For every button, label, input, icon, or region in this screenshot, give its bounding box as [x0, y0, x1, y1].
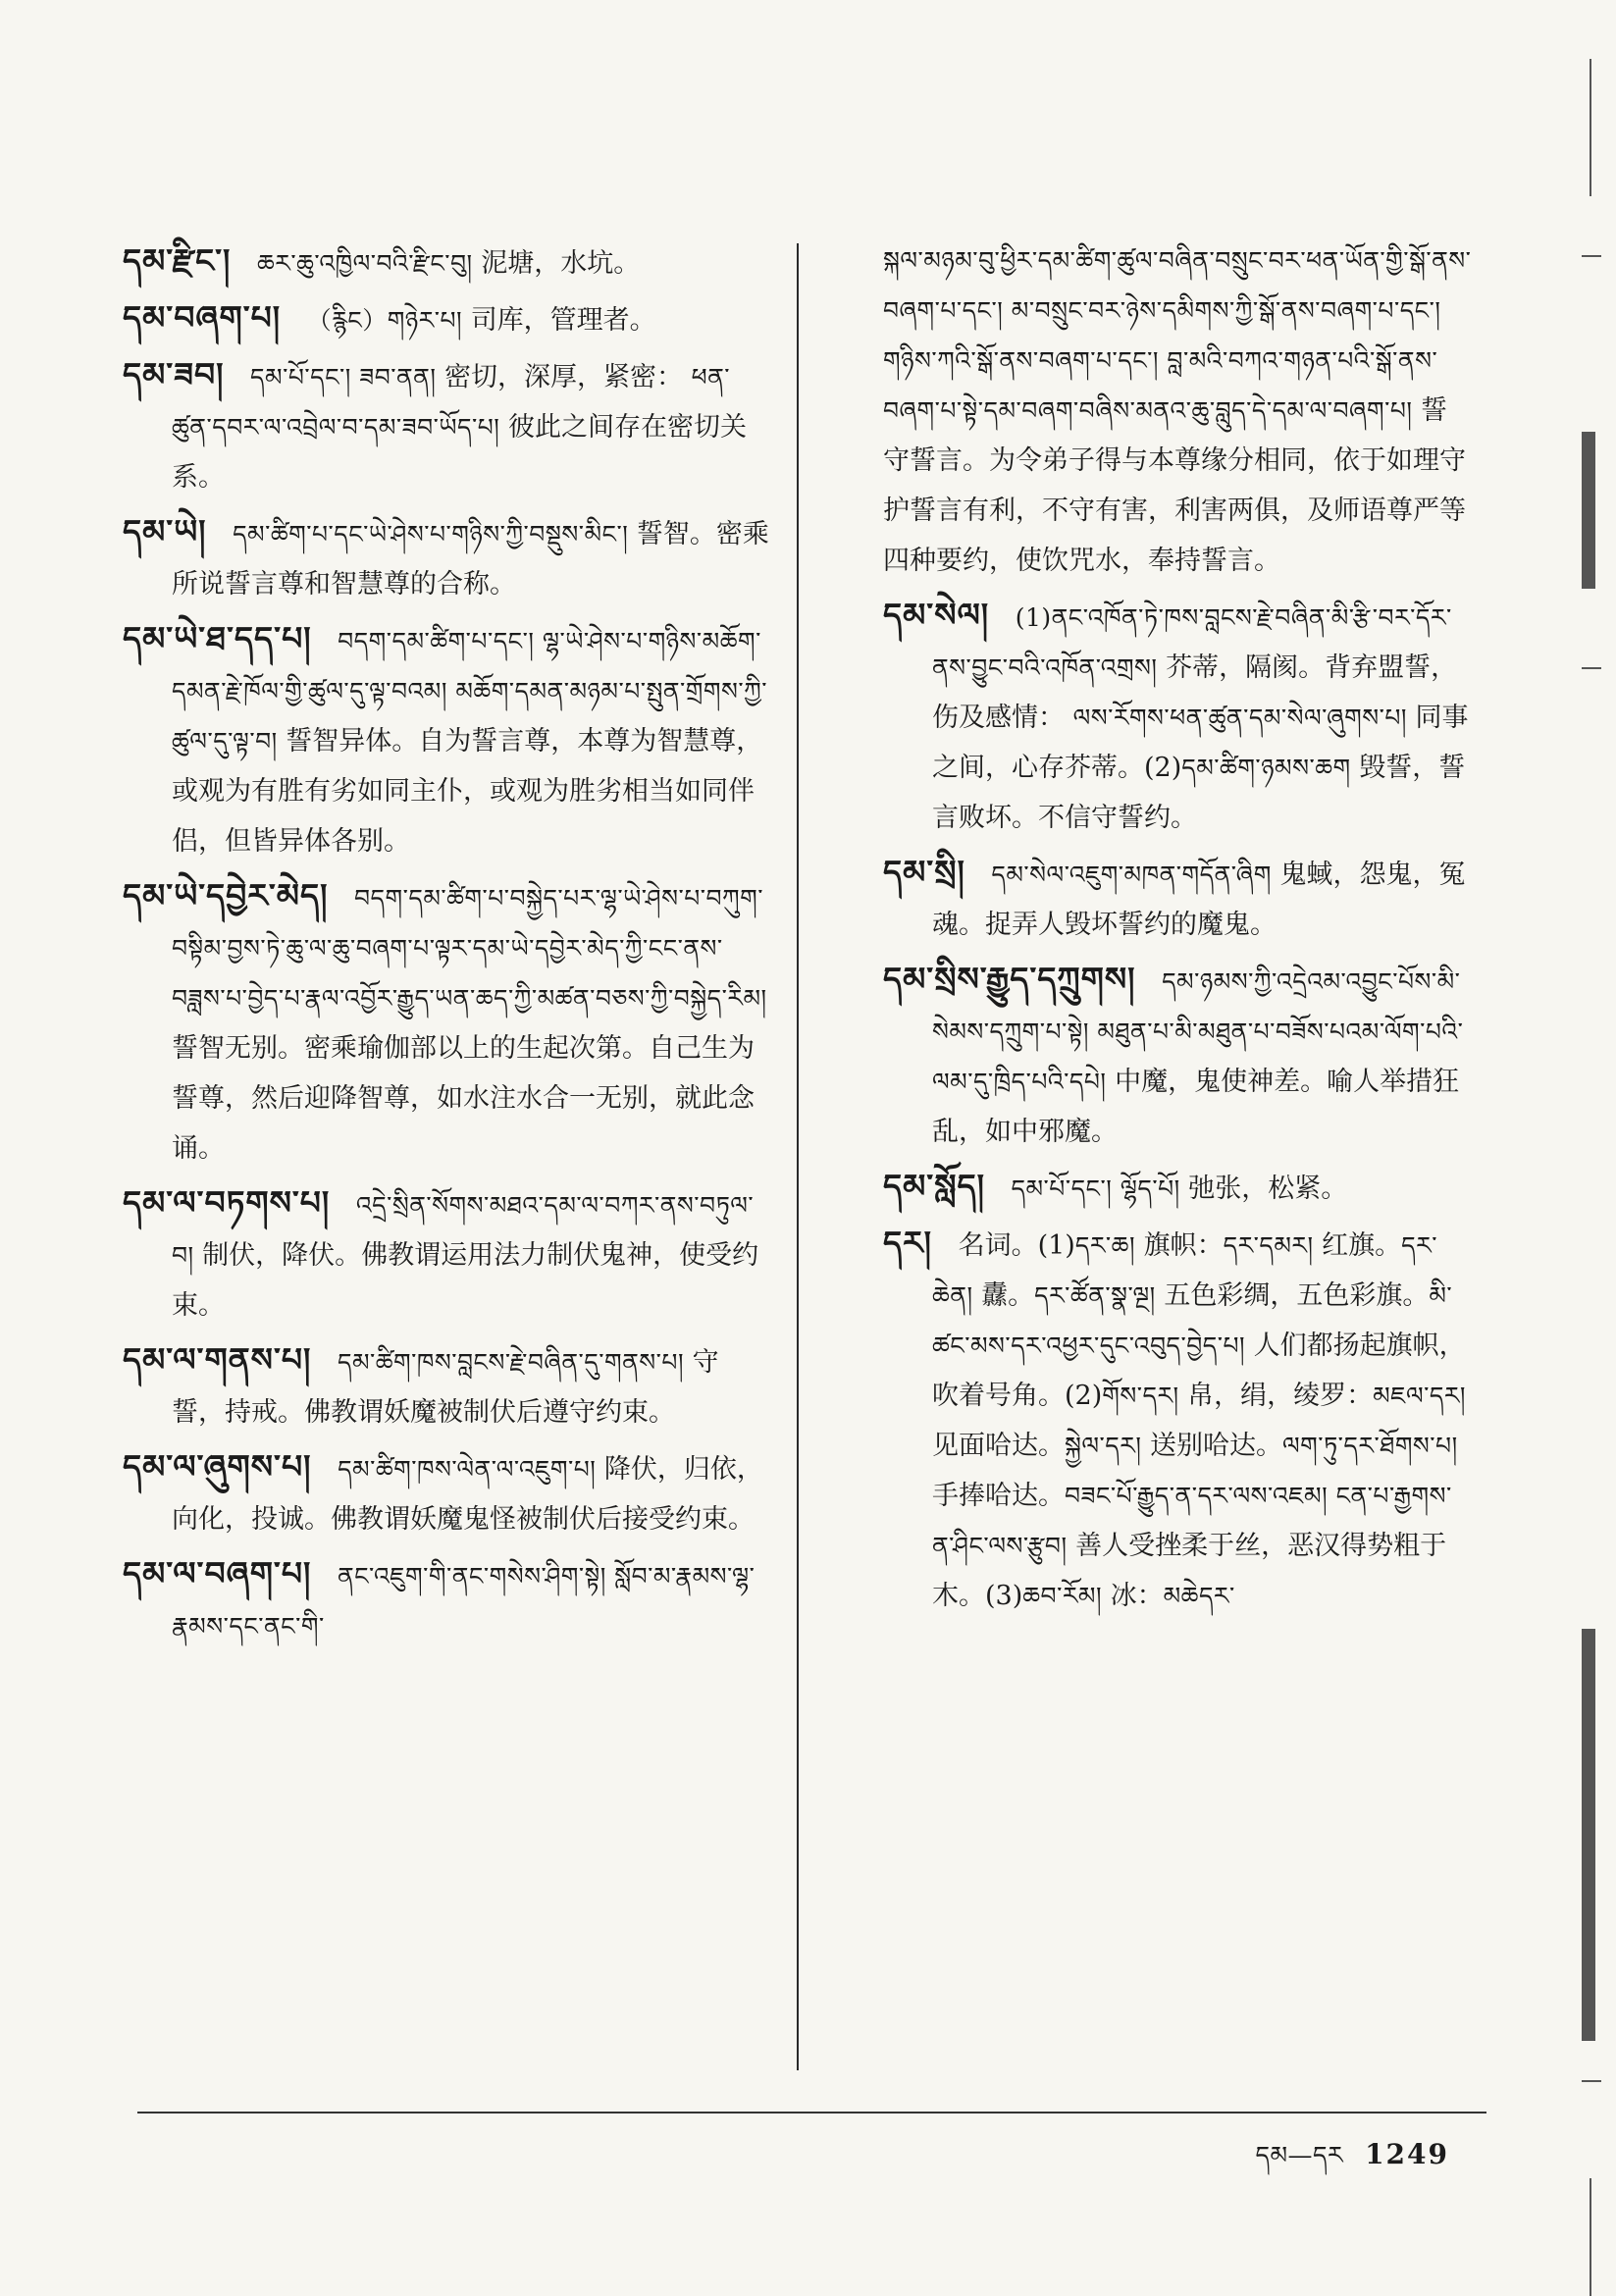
- tibetan-definition: དམ་ཚིག་ཁས་ལེན་ལ་འཇུག་པ།: [338, 1455, 597, 1484]
- tibetan-proverb: བཟང་པོ་རྒྱུད་ན་དར་ལས་འཇམ། ངན་པ་རྒྱགས་ན་ཤིང་ལས་རྩུབ།: [932, 1482, 1452, 1560]
- entry-dam-la-zhugs-pa: [123, 1441, 770, 1544]
- tibetan-definition: དམ་ཉམས་ཀྱི་འདྲེའམ་འབྱུང་པོས་མི་སེམས་དཀྲུག་པ་སྟེ། མཐུན་པ་མི་མཐུན་པ་བཟོས་པའམ་ལོག་པའི་ལམ་དུ་ཁྲིད་པའི་དཔེ།: [932, 967, 1464, 1096]
- chinese-example: 人们都扬起旗帜，吹着号角。(2): [932, 1331, 1466, 1411]
- tibetan-sense-3: ཆབ་རོམ།: [1022, 1582, 1103, 1610]
- chinese-definition: 降伏，归依，向化，投诚。佛教谓妖魔鬼怪被制伏后接受约束。: [172, 1454, 763, 1535]
- headword: དམ་རྫིང་།: [123, 241, 232, 280]
- headword: དར།: [883, 1224, 932, 1262]
- entry-dam-ye-tha-dad-pa: [123, 613, 770, 866]
- entry-dam-slod: [883, 1161, 1472, 1214]
- chinese-definition: 誓智无别。密乘瑜伽部以上的生起次第。自己生为誓尊，然后迎降智尊，如水注水合一无别，就此念诵。: [172, 1033, 755, 1164]
- entry-dar: [883, 1218, 1472, 1621]
- chinese-definition: 中魔，鬼使神差。喻人举措狂乱，如中邪魔。: [932, 1067, 1460, 1147]
- headword: དམ་སེལ།: [883, 596, 990, 634]
- chinese-definition: 弛张，松紧。: [1188, 1174, 1348, 1204]
- tibetan-example: ལས་རོགས་ཕན་ཚུན་དམ་སེལ་ཞུགས་པ།: [1072, 704, 1407, 732]
- tibetan-sense-2: གོས་དར།: [1102, 1382, 1179, 1410]
- tibetan-example: ཕན་ཚུན་དབར་ལ་འབྲེལ་བ་དམ་ཟབ་ཡོད་པ།: [172, 363, 731, 442]
- entry-dam-rdzing: [123, 235, 770, 288]
- chinese-sense-1: 旗帜：: [1143, 1230, 1224, 1261]
- entry-dam-la-bzhag-pa: [123, 1548, 770, 1651]
- entry-dam-sris-rgyud-dkrugs: [883, 954, 1472, 1157]
- chinese-example: 纛。: [981, 1280, 1035, 1311]
- headword: དམ་སློད།: [883, 1167, 985, 1205]
- right-column: [883, 235, 1472, 2080]
- tibetan-definition: (1)ནང་འཁོན་ཏེ་ཁས་བླངས་རྗེ་བཞིན་མི་རྩི་བར་དོར་ནས་བྱུང་བའི་འཁོན་འགྲས།: [932, 603, 1452, 682]
- entry-dam-bzhag-pa: [123, 292, 770, 345]
- tibetan-example: ལག་ཏུ་དར་ཐོགས་པ།: [1281, 1432, 1458, 1460]
- chinese-example: 手捧哈达。: [932, 1481, 1065, 1511]
- headword: དམ་ཡེ་དབྱེར་མེད།: [123, 876, 329, 914]
- chinese-proverb: 善人受挫柔于丝，恶汉得势粗于木。(3): [932, 1531, 1447, 1611]
- headword: དམ་སྲི།: [883, 853, 965, 891]
- chinese-pos: 名词。(1): [958, 1230, 1075, 1261]
- footer-rule: [137, 2112, 1486, 2113]
- tibetan-example: དར་ཆེན།: [932, 1231, 1437, 1310]
- column-divider: [797, 243, 799, 2070]
- tibetan-definition: ནང་འཇུག་གི་ནང་གསེས་ཤིག་སྟེ། སློབ་མ་རྣམས་ལྷ་རྣམས་དང་ནང་གི་: [172, 1562, 756, 1641]
- tibetan-sense-2: དམ་ཚིག་ཉམས་ཆག: [1181, 754, 1351, 782]
- headword: དམ་ལ་བཞག་པ།: [123, 1554, 312, 1592]
- headword: དམ་ཡེ་ཐ་དད་པ།: [123, 619, 312, 657]
- headword: དམ་ལ་ཞུགས་པ།: [123, 1447, 312, 1486]
- entry-dam-zab: [123, 349, 770, 502]
- tibetan-definition: ཆར་ཆུ་འཁྱིལ་བའི་རྫིང་བུ།: [256, 249, 473, 278]
- page-range: དམ—དར: [1255, 2141, 1344, 2169]
- headword: དམ་སྲིས་རྒྱུད་དཀྲུགས།: [883, 960, 1136, 998]
- tibetan-definition: འདྲེ་སྲིན་སོགས་མཐའ་དམ་ལ་བཀར་ནས་བཏུལ་བ།: [172, 1191, 755, 1270]
- entry-dam-la-gnas-pa: [123, 1334, 770, 1437]
- entry-dam-sel: [883, 590, 1472, 843]
- chinese-example: 同事之间，心存芥蒂。(2): [932, 703, 1469, 783]
- page-number: 1249: [1365, 2138, 1449, 2170]
- chinese-definition: 誓智异体。自为誓言尊，本尊为智慧尊，或观为有胜有劣如同主仆，或观为胜劣相当如同伴侣，但皆异体各别。: [172, 726, 763, 857]
- headword: དམ་ལ་བཏགས་པ།: [123, 1183, 331, 1222]
- entry-continuation: [883, 235, 1472, 586]
- chinese-definition: 誓智。密乘所说誓言尊和智慧尊的合称。: [172, 519, 769, 600]
- chinese-example: 见面哈达。: [932, 1431, 1065, 1461]
- chinese-example: 送别哈达。: [1149, 1431, 1282, 1461]
- headword: དམ་ཡེ།: [123, 512, 207, 550]
- headword: དམ་ལ་གནས་པ།: [123, 1340, 312, 1379]
- tibetan-example: མི་ཚང་མས་དར་འཕྱར་དུང་འབུད་བྱེད་པ།: [932, 1281, 1453, 1360]
- chinese-sense-3: 冰：: [1110, 1581, 1164, 1611]
- tibetan-definition: དམ་པོ་དང་། ལྷོད་པོ།: [1011, 1174, 1180, 1203]
- tibetan-definition: （རྙིང）གཉེར་པ།: [306, 306, 463, 335]
- headword: དམ་བཞག་པ།: [123, 298, 282, 337]
- entry-dam-ye: [123, 506, 770, 609]
- chinese-sense-2: 毁誓，誓言败坏。不信守誓约。: [932, 753, 1466, 833]
- chinese-example: 五色彩绸，五色彩旗。: [1164, 1280, 1430, 1311]
- tibetan-example: དར་ཚོན་སྣ་ལྔ།: [1034, 1281, 1156, 1310]
- tibetan-definition: བདག་དམ་ཚིག་པ་དང་། ལྷ་ཡེ་ཤེས་པ་གཉིས་མཆོག་དམན་རྗེ་ཁོལ་གྱི་ཚུལ་དུ་ལྟ་བའམ། མཆོག་དམན་མཉམ་པ་སྤུན་གྲོགས་ཀྱི་ཚུལ་དུ་ལྟ་བ།: [172, 627, 767, 756]
- chinese-definition: 泥塘，水坑。: [481, 248, 641, 279]
- tibetan-example: མཇལ་དར།: [1373, 1382, 1466, 1410]
- left-column: [123, 235, 770, 2080]
- page-footer: [1255, 2127, 1449, 2197]
- entry-dam-la-btags-pa: [123, 1177, 770, 1331]
- headword: དམ་ཟབ།: [123, 355, 225, 393]
- chinese-definition: 芥蒂，隔阂。背弃盟誓，伤及感情：: [932, 652, 1458, 733]
- chinese-sense-2: 帛，绢，绫罗：: [1187, 1381, 1374, 1411]
- chinese-definition: 誓守誓言。为令弟子得与本尊缘分相同，依于如理守护誓言有利，不守有害，利害两俱，及师语尊严等四种要约，使饮咒水，奉持誓言。: [883, 395, 1466, 576]
- chinese-definition: 鬼蜮，怨鬼，冤魂。捉弄人毁坏誓约的魔鬼。: [932, 860, 1466, 940]
- chinese-definition: 制伏，降伏。佛教谓运用法力制伏鬼神，使受约束。: [172, 1240, 759, 1321]
- tibetan-sense-1: དར་ཆ།: [1074, 1231, 1135, 1260]
- tibetan-example: སྐྱེལ་དར།: [1065, 1432, 1142, 1460]
- tibetan-example: དར་དམར།: [1223, 1231, 1314, 1260]
- tibetan-definition: དམ་སེལ་འཇུག་མཁན་གདོན་ཞིག: [991, 861, 1272, 889]
- tibetan-example: མཆེདར་: [1163, 1582, 1235, 1610]
- entry-dam-sri: [883, 847, 1472, 950]
- chinese-example: 红旗。: [1322, 1230, 1402, 1261]
- scan-margin-marks: [1582, 59, 1603, 2257]
- chinese-definition: 密切，深厚，紧密：: [444, 362, 683, 392]
- tibetan-definition: སྐལ་མཉམ་བུ་ཕྱིར་དམ་ཚིག་ཚུལ་བཞིན་བསྲུང་བར་ཕན་ཡོན་གྱི་སྒོ་ནས་བཞག་པ་དང་། མ་བསྲུང་བར་ཉེས་དམིགས་ཀྱི་སྒོ་ནས་བཞག་པ་དང་། གཉིས་ཀའི་སྒོ་ནས་བཞག་པ་དང་། བླ་མའི་བཀའ་གཉན་པའི་སྒོ་ནས་བཞག་པ་སྟེ་དམ་བཞག་བཞིས་མནའ་ཆུ་བླུད་དེ་དམ་ལ་བཞག་པ།: [883, 246, 1472, 425]
- tibetan-definition: བདག་དམ་ཚིག་པ་བསྐྱེད་པར་ལྷ་ཡེ་ཤེས་པ་བཀུག་བསྟིམ་བྱས་ཏེ་ཆུ་ལ་ཆུ་བཞག་པ་ལྟར་དམ་ཡེ་དབྱེར་མེད་ཀྱི་ངང་ནས་བཟླས་པ་བྱེད་པ་རྣལ་འབྱོར་རྒྱུད་ཡན་ཆད་ཀྱི་མཚན་བཅས་ཀྱི་བསྐྱེད་རིམ།: [172, 884, 767, 1013]
- chinese-definition: 司库，管理者。: [470, 305, 656, 336]
- chinese-definition: 守誓，持戒。佛教谓妖魔被制伏后遵守约束。: [172, 1347, 719, 1428]
- tibetan-definition: དམ་ཚིག་ཁས་བླངས་རྗེ་བཞིན་དུ་གནས་པ།: [337, 1348, 684, 1377]
- tibetan-definition: དམ་ཚིག་པ་དང་ཡེ་ཤེས་པ་གཉིས་ཀྱི་བསྡུས་མིང་།: [233, 520, 629, 548]
- chinese-example: 彼此之间存在密切关系。: [172, 412, 747, 493]
- entry-dam-ye-dbyer-med: [123, 870, 770, 1174]
- tibetan-definition: དམ་པོ་དང་། ཟབ་ནན།: [250, 363, 437, 391]
